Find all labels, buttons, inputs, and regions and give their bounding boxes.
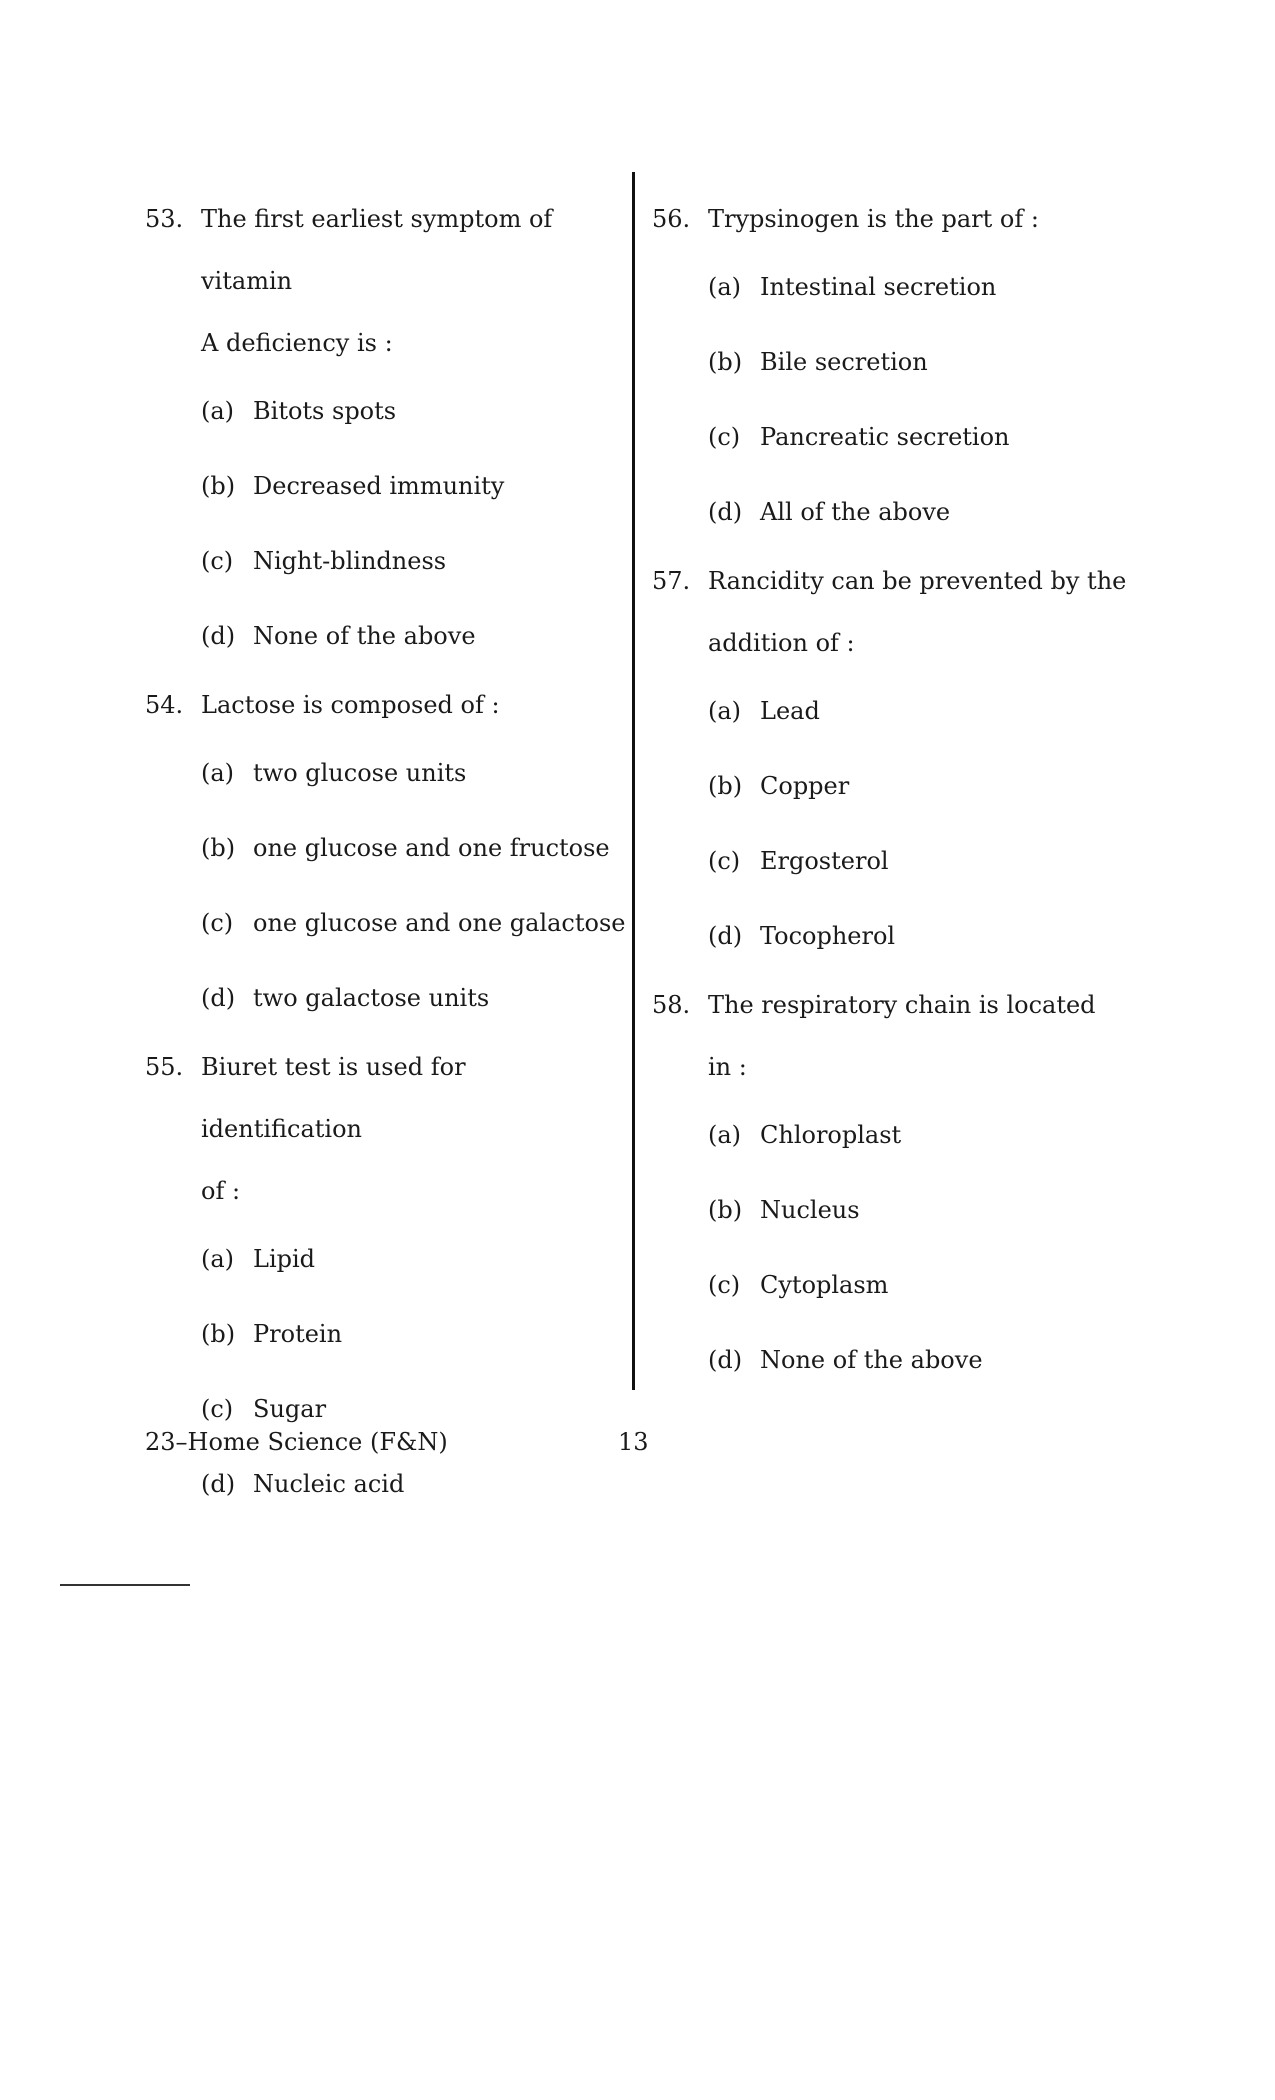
option-text: Decreased immunity: [253, 472, 505, 500]
option-text: Copper: [760, 772, 850, 800]
question-text: Trypsinogen is the part of :: [708, 205, 1039, 233]
page-number: 13: [618, 1428, 649, 1456]
option-c: [708, 1248, 1152, 1323]
question-text-continued: addition of :: [708, 629, 855, 657]
option-text: Bitots spots: [253, 397, 397, 425]
option-list: [652, 1098, 1152, 1398]
option-text: Sugar: [253, 1395, 327, 1423]
question-number: 53.: [145, 205, 184, 233]
question-number: 55.: [145, 1053, 184, 1081]
option-label: (b): [201, 834, 236, 862]
question-58: [652, 974, 1152, 1398]
option-label: (d): [201, 1470, 236, 1498]
question-number: 56.: [652, 205, 691, 233]
question-53: [145, 188, 625, 674]
option-c: [201, 524, 625, 599]
option-list: [145, 1222, 625, 1522]
option-b: [201, 449, 625, 524]
option-text: Tocopherol: [760, 922, 896, 950]
option-label: (d): [201, 984, 236, 1012]
question-number: 58.: [652, 991, 691, 1019]
option-label: (a): [708, 697, 742, 725]
footer-subject: 23–Home Science (F&N): [145, 1428, 448, 1456]
option-label: (d): [201, 622, 236, 650]
option-list: [652, 674, 1152, 974]
option-label: (b): [201, 472, 236, 500]
option-list: [145, 736, 625, 1036]
option-b: [708, 749, 1152, 824]
option-label: (c): [201, 547, 234, 575]
question-54: [145, 674, 625, 1036]
question-56: [652, 188, 1152, 550]
option-c: [708, 824, 1152, 899]
option-text: one glucose and one galactose: [253, 909, 626, 937]
option-a: [708, 674, 1152, 749]
option-text: two glucose units: [253, 759, 467, 787]
question-number: 54.: [145, 691, 184, 719]
question-text-continued: in :: [708, 1053, 747, 1081]
option-label: (a): [708, 1121, 742, 1149]
right-column: [652, 188, 1152, 1398]
horizontal-rule: [60, 1584, 190, 1586]
question-text: Biuret test is used for identification: [201, 1053, 466, 1143]
option-text: Ergosterol: [760, 847, 889, 875]
option-label: (a): [201, 397, 235, 425]
option-text: Pancreatic secretion: [760, 423, 1010, 451]
option-text: All of the above: [760, 498, 951, 526]
option-d: [201, 599, 625, 674]
option-text: Lipid: [253, 1245, 316, 1273]
option-text: Cytoplasm: [760, 1271, 889, 1299]
option-b: [708, 1173, 1152, 1248]
question-text: Rancidity can be prevented by the: [708, 567, 1127, 595]
option-b: [201, 1297, 625, 1372]
option-text: Nucleus: [760, 1196, 860, 1224]
option-label: (d): [708, 498, 743, 526]
option-c: [201, 886, 625, 961]
option-d: [708, 899, 1152, 974]
option-text: Chloroplast: [760, 1121, 902, 1149]
option-a: [708, 1098, 1152, 1173]
option-label: (c): [201, 1395, 234, 1423]
option-d: [201, 961, 625, 1036]
option-text: Lead: [760, 697, 820, 725]
option-label: (a): [201, 1245, 235, 1273]
option-label: (c): [201, 909, 234, 937]
option-text: Nucleic acid: [253, 1470, 405, 1498]
left-column: [145, 188, 625, 1522]
option-a: [201, 1222, 625, 1297]
option-label: (b): [708, 1196, 743, 1224]
option-text: Intestinal secretion: [760, 273, 997, 301]
question-text-continued: A deficiency is :: [201, 329, 393, 357]
option-text: Protein: [253, 1320, 343, 1348]
option-label: (c): [708, 1271, 741, 1299]
option-label: (b): [201, 1320, 236, 1348]
option-label: (c): [708, 847, 741, 875]
question-text: The respiratory chain is located: [708, 991, 1096, 1019]
option-label: (b): [708, 772, 743, 800]
question-number: 57.: [652, 567, 691, 595]
option-label: (d): [708, 1346, 743, 1374]
option-text: None of the above: [253, 622, 476, 650]
option-text: None of the above: [760, 1346, 983, 1374]
option-text: Night-blindness: [253, 547, 447, 575]
option-text: Bile secretion: [760, 348, 928, 376]
question-text-continued: of :: [201, 1177, 241, 1205]
option-b: [201, 811, 625, 886]
option-label: (d): [708, 922, 743, 950]
option-text: one glucose and one fructose: [253, 834, 610, 862]
option-a: [708, 250, 1152, 325]
option-c: [708, 400, 1152, 475]
option-label: (c): [708, 423, 741, 451]
option-label: (b): [708, 348, 743, 376]
question-text: Lactose is composed of :: [201, 691, 500, 719]
option-label: (a): [201, 759, 235, 787]
option-a: [201, 736, 625, 811]
option-list: [652, 250, 1152, 550]
option-d: [201, 1447, 625, 1522]
question-text: The first earliest symptom of vitamin: [201, 205, 553, 295]
question-57: [652, 550, 1152, 974]
option-b: [708, 325, 1152, 400]
option-a: [201, 374, 625, 449]
option-d: [708, 475, 1152, 550]
column-divider: [632, 172, 635, 1390]
option-label: (a): [708, 273, 742, 301]
option-text: two galactose units: [253, 984, 490, 1012]
option-d: [708, 1323, 1152, 1398]
option-list: [145, 374, 625, 674]
